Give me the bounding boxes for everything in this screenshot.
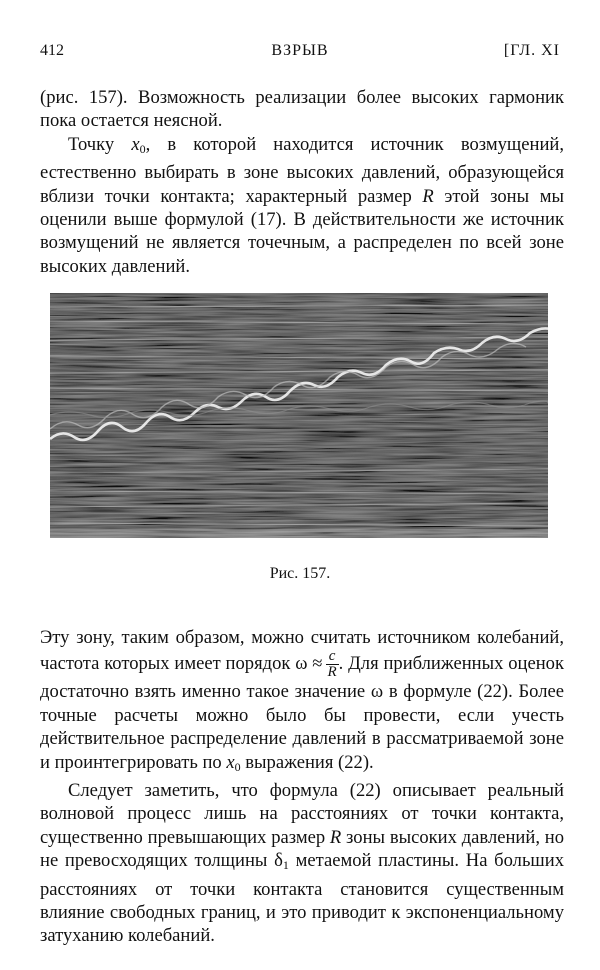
paragraph-4: Следует заметить, что формула (22) описывает реальный волновой процесс лишь на расстояниях от точки контакта, существенно превышающих размер R зоны высоких давлений, но не превосходящих толщины $\delta_1$ метаемой пластины. На больших расстояниях от точки контакта становится существенным влияние свободных границ, и это приводит к экспоненциальному затуханию колебаний.	[40, 780, 564, 947]
text-block-bottom	[40, 626, 564, 948]
text-block-top	[40, 86, 564, 278]
paragraph-3: Эту зону, таким образом, можно считать источником колебаний, частота которых имеет порядок ω ≈ $\frac{c}{R}$ . Для приближенных оценок достаточно взять именно такое значение ω в формуле (22). Более точные расчеты можно было бы провести, если учесть действительное распределение давлений в рассматриваемой зоне и проинтегрировать по $x_0$ выражения (22).	[40, 627, 564, 774]
paragraph-1: (рис. 157). Возможность реализации более высоких гармоник пока остается неясной.	[40, 87, 564, 132]
figure-photo	[50, 293, 548, 538]
page-header	[40, 42, 560, 64]
running-title: ВЗРЫВ	[271, 42, 329, 59]
paragraph-2: Точку $x_0$, в которой находится источник возмущений, естественно выбирать в зоне высоких давлений, образующейся вблизи точки контакта; характерный размер R этой зоны мы оценили выше формулой (17). В действительности же источник возмущений не является точечным, а распределен по всей зоне высоких давлений.	[40, 133, 564, 277]
chapter-label: [ГЛ. XI	[503, 42, 560, 59]
explosion-weld-photo	[50, 293, 548, 538]
fraction-c-over-R: $\frac{c}{R}$	[327, 648, 337, 681]
figure-caption: Рис. 157.	[269, 565, 331, 582]
page-number: 412	[40, 42, 64, 59]
